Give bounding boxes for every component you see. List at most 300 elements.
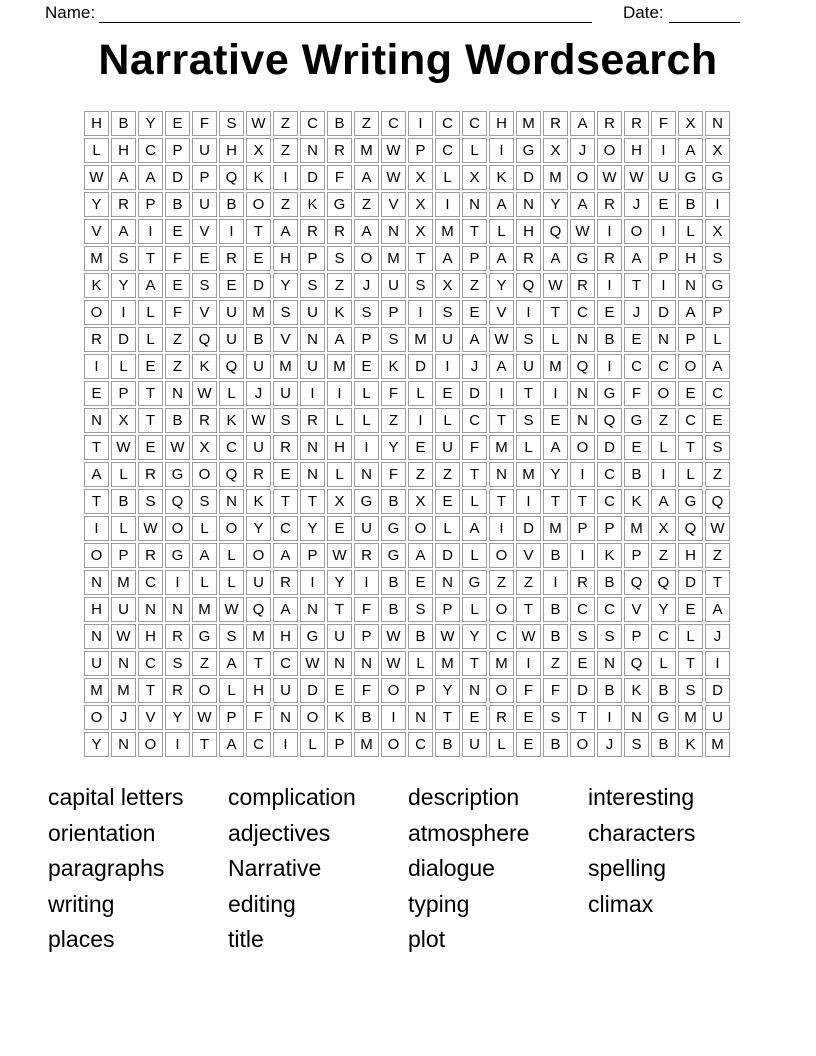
grid-cell: W <box>192 705 217 730</box>
grid-cell: V <box>516 543 541 568</box>
grid-cell: E <box>678 381 703 406</box>
grid-cell: A <box>408 543 433 568</box>
grid-cell: T <box>516 597 541 622</box>
grid-cell: B <box>246 327 271 352</box>
grid-cell: D <box>678 570 703 595</box>
grid-cell: H <box>84 597 109 622</box>
grid-cell: S <box>138 489 163 514</box>
grid-cell: I <box>138 219 163 244</box>
grid-cell: S <box>570 624 595 649</box>
grid-cell: M <box>516 462 541 487</box>
grid-cell: E <box>219 273 244 298</box>
grid-cell: I <box>489 516 514 541</box>
grid-cell: W <box>435 624 460 649</box>
grid-cell: L <box>111 462 136 487</box>
grid-cell: A <box>354 219 379 244</box>
grid-cell: L <box>489 732 514 757</box>
grid-cell: S <box>300 273 325 298</box>
grid-cell: W <box>111 435 136 460</box>
grid-cell: Y <box>84 732 109 757</box>
grid-cell: Y <box>462 624 487 649</box>
grid-cell: Y <box>111 273 136 298</box>
grid-cell: U <box>354 516 379 541</box>
grid-cell: N <box>516 192 541 217</box>
grid-cell: B <box>111 111 136 136</box>
grid-cell: Z <box>489 570 514 595</box>
word-bank-column <box>48 780 228 958</box>
grid-cell: I <box>597 705 622 730</box>
grid-cell: H <box>516 219 541 244</box>
word-bank-item: dialogue <box>408 855 495 882</box>
grid-cell: X <box>651 516 676 541</box>
grid-cell: S <box>408 273 433 298</box>
grid-cell: T <box>543 300 568 325</box>
grid-cell: T <box>570 489 595 514</box>
grid-cell: X <box>543 138 568 163</box>
grid-cell: N <box>300 462 325 487</box>
grid-cell: M <box>543 165 568 190</box>
grid-cell: D <box>516 165 541 190</box>
grid-cell: I <box>543 570 568 595</box>
grid-cell: A <box>651 489 676 514</box>
grid-cell: S <box>219 111 244 136</box>
grid-cell: N <box>84 408 109 433</box>
grid-cell: V <box>489 300 514 325</box>
grid-cell: K <box>246 165 271 190</box>
grid-cell: A <box>462 327 487 352</box>
grid-cell: E <box>354 354 379 379</box>
grid-cell: A <box>678 138 703 163</box>
grid-cell: A <box>84 462 109 487</box>
grid-cell: I <box>165 570 190 595</box>
grid-cell: B <box>543 732 568 757</box>
grid-cell: L <box>705 327 730 352</box>
grid-cell: Z <box>651 543 676 568</box>
grid-cell: O <box>84 705 109 730</box>
grid-cell: L <box>462 489 487 514</box>
grid-cell: X <box>705 138 730 163</box>
grid-cell: B <box>381 570 406 595</box>
word-bank-item: places <box>48 926 115 953</box>
grid-cell: E <box>327 678 352 703</box>
grid-cell: E <box>516 732 541 757</box>
grid-cell: K <box>489 165 514 190</box>
grid-cell: K <box>300 192 325 217</box>
grid-cell: W <box>111 624 136 649</box>
grid-cell: Y <box>246 516 271 541</box>
grid-cell: D <box>597 435 622 460</box>
grid-cell: Q <box>165 489 190 514</box>
grid-cell: J <box>597 732 622 757</box>
grid-cell: M <box>354 732 379 757</box>
grid-cell: O <box>354 246 379 271</box>
grid-cell: A <box>489 192 514 217</box>
grid-cell: G <box>462 570 487 595</box>
grid-cell: I <box>570 543 595 568</box>
grid-cell: J <box>462 354 487 379</box>
grid-cell: W <box>84 165 109 190</box>
grid-cell: I <box>219 219 244 244</box>
grid-cell: C <box>462 408 487 433</box>
grid-cell: P <box>354 327 379 352</box>
grid-cell: D <box>705 678 730 703</box>
grid-cell: O <box>381 678 406 703</box>
grid-cell: H <box>111 138 136 163</box>
grid-cell: E <box>192 246 217 271</box>
grid-cell: Q <box>705 489 730 514</box>
grid-cell: R <box>273 435 298 460</box>
grid-cell: B <box>435 732 460 757</box>
grid-cell: K <box>624 678 649 703</box>
grid-cell: T <box>543 489 568 514</box>
grid-cell: I <box>651 138 676 163</box>
grid-cell: X <box>678 111 703 136</box>
grid-cell: W <box>516 624 541 649</box>
grid-cell: C <box>138 570 163 595</box>
grid-cell: J <box>246 381 271 406</box>
grid-cell: Y <box>300 516 325 541</box>
grid-cell: A <box>111 219 136 244</box>
grid-cell: C <box>246 732 271 757</box>
grid-cell: L <box>354 381 379 406</box>
grid-cell: I <box>300 381 325 406</box>
grid-cell: I <box>489 138 514 163</box>
grid-cell: T <box>678 651 703 676</box>
grid-cell: R <box>354 543 379 568</box>
grid-cell: X <box>192 435 217 460</box>
grid-cell: G <box>705 273 730 298</box>
grid-cell: I <box>489 381 514 406</box>
grid-cell: B <box>381 489 406 514</box>
grid-cell: N <box>705 111 730 136</box>
grid-cell: G <box>381 516 406 541</box>
grid-cell: M <box>678 705 703 730</box>
grid-cell: Q <box>678 516 703 541</box>
grid-cell: K <box>219 408 244 433</box>
grid-cell: G <box>678 489 703 514</box>
grid-cell: G <box>165 543 190 568</box>
grid-cell: S <box>516 408 541 433</box>
grid-cell: N <box>381 219 406 244</box>
grid-cell: C <box>624 354 649 379</box>
grid-cell: T <box>462 219 487 244</box>
grid-cell: M <box>246 624 271 649</box>
grid-cell: T <box>138 408 163 433</box>
grid-cell: A <box>624 246 649 271</box>
grid-cell: M <box>111 678 136 703</box>
grid-cell: W <box>381 651 406 676</box>
grid-cell: O <box>138 732 163 757</box>
grid-cell: N <box>165 381 190 406</box>
grid-cell: R <box>570 273 595 298</box>
grid-cell: L <box>435 408 460 433</box>
grid-cell: U <box>111 597 136 622</box>
grid-cell: C <box>597 489 622 514</box>
grid-cell: O <box>381 732 406 757</box>
grid-cell: Q <box>246 597 271 622</box>
grid-cell: V <box>624 597 649 622</box>
grid-cell: A <box>354 165 379 190</box>
grid-cell: B <box>219 192 244 217</box>
grid-cell: G <box>327 192 352 217</box>
grid-cell: I <box>705 651 730 676</box>
grid-cell: Q <box>219 165 244 190</box>
grid-cell: C <box>651 624 676 649</box>
grid-cell: N <box>462 678 487 703</box>
grid-cell: C <box>678 408 703 433</box>
grid-cell: E <box>408 435 433 460</box>
grid-cell: J <box>705 624 730 649</box>
grid-cell: V <box>192 300 217 325</box>
grid-cell: U <box>651 165 676 190</box>
grid-cell: S <box>678 678 703 703</box>
grid-cell: T <box>408 246 433 271</box>
grid-cell: Y <box>543 462 568 487</box>
grid-cell: O <box>192 678 217 703</box>
grid-cell: O <box>624 219 649 244</box>
grid-cell: S <box>381 327 406 352</box>
grid-cell: W <box>246 111 271 136</box>
grid-cell: N <box>84 624 109 649</box>
grid-cell: W <box>219 597 244 622</box>
grid-cell: I <box>705 192 730 217</box>
grid-cell: H <box>84 111 109 136</box>
grid-cell: R <box>516 246 541 271</box>
grid-cell: F <box>543 678 568 703</box>
grid-cell: C <box>435 111 460 136</box>
grid-cell: M <box>408 327 433 352</box>
grid-cell: T <box>300 489 325 514</box>
grid-cell: N <box>408 705 433 730</box>
grid-cell: A <box>138 273 163 298</box>
grid-cell: I <box>165 732 190 757</box>
grid-cell: S <box>192 273 217 298</box>
grid-cell: C <box>705 381 730 406</box>
grid-cell: D <box>408 354 433 379</box>
grid-cell: R <box>489 705 514 730</box>
grid-cell: M <box>624 516 649 541</box>
word-bank-item: title <box>228 926 264 953</box>
grid-cell: P <box>408 138 433 163</box>
grid-cell: J <box>111 705 136 730</box>
grid-cell: P <box>651 246 676 271</box>
grid-cell: D <box>300 678 325 703</box>
grid-cell: L <box>651 435 676 460</box>
grid-cell: E <box>651 192 676 217</box>
grid-cell: I <box>570 462 595 487</box>
grid-cell: S <box>624 732 649 757</box>
grid-cell: E <box>678 597 703 622</box>
grid-cell: R <box>327 219 352 244</box>
grid-cell: F <box>381 462 406 487</box>
grid-cell: L <box>300 732 325 757</box>
grid-cell: L <box>192 516 217 541</box>
grid-cell: P <box>192 165 217 190</box>
grid-cell: C <box>489 624 514 649</box>
grid-cell: Y <box>165 705 190 730</box>
grid-cell: A <box>543 435 568 460</box>
grid-cell: H <box>138 624 163 649</box>
grid-cell: L <box>111 516 136 541</box>
grid-cell: O <box>246 543 271 568</box>
grid-cell: L <box>219 678 244 703</box>
grid-cell: I <box>84 516 109 541</box>
grid-cell: L <box>462 138 487 163</box>
grid-cell: H <box>489 111 514 136</box>
grid-cell: Z <box>462 273 487 298</box>
grid-cell: M <box>381 246 406 271</box>
grid-cell: S <box>408 597 433 622</box>
grid-cell: U <box>192 192 217 217</box>
grid-cell: F <box>516 678 541 703</box>
grid-cell: W <box>570 219 595 244</box>
grid-cell: A <box>273 219 298 244</box>
grid-cell: L <box>84 138 109 163</box>
grid-cell: W <box>327 543 352 568</box>
grid-cell: T <box>489 489 514 514</box>
grid-cell: X <box>408 489 433 514</box>
grid-cell: N <box>138 597 163 622</box>
word-bank-item: description <box>408 784 520 810</box>
grid-cell: H <box>219 138 244 163</box>
grid-cell: B <box>165 408 190 433</box>
grid-cell: W <box>246 408 271 433</box>
grid-cell: O <box>246 192 271 217</box>
grid-cell: A <box>192 543 217 568</box>
grid-cell: X <box>408 165 433 190</box>
grid-cell: L <box>678 624 703 649</box>
grid-cell: N <box>489 462 514 487</box>
grid-cell: U <box>300 354 325 379</box>
grid-cell: Y <box>543 192 568 217</box>
grid-cell: O <box>489 543 514 568</box>
grid-cell: S <box>705 435 730 460</box>
grid-cell: D <box>165 165 190 190</box>
grid-cell: O <box>570 732 595 757</box>
grid-cell: D <box>111 327 136 352</box>
grid-cell: G <box>300 624 325 649</box>
grid-cell: L <box>408 381 433 406</box>
grid-cell: N <box>327 651 352 676</box>
grid-cell: U <box>435 435 460 460</box>
grid-cell: C <box>381 111 406 136</box>
grid-cell: B <box>381 597 406 622</box>
grid-cell: Z <box>192 651 217 676</box>
grid-cell: R <box>624 111 649 136</box>
grid-cell: Z <box>354 111 379 136</box>
grid-cell: E <box>165 273 190 298</box>
grid-cell: Q <box>597 408 622 433</box>
word-bank-item: editing <box>228 890 296 917</box>
grid-cell: X <box>327 489 352 514</box>
word-bank-column <box>588 780 770 958</box>
grid-cell: R <box>165 624 190 649</box>
grid-cell: U <box>462 732 487 757</box>
grid-cell: O <box>489 597 514 622</box>
grid-cell: A <box>462 516 487 541</box>
grid-cell: T <box>678 435 703 460</box>
grid-cell: R <box>165 678 190 703</box>
grid-cell: L <box>516 435 541 460</box>
grid-cell: T <box>84 489 109 514</box>
grid-cell: P <box>435 597 460 622</box>
grid-cell: F <box>327 165 352 190</box>
grid-cell: U <box>516 354 541 379</box>
grid-cell: E <box>435 381 460 406</box>
name-fill-line <box>99 6 592 23</box>
grid-cell: D <box>300 165 325 190</box>
grid-cell: T <box>138 246 163 271</box>
grid-cell: G <box>192 624 217 649</box>
grid-cell: E <box>165 219 190 244</box>
grid-cell: O <box>219 516 244 541</box>
grid-cell: Q <box>219 462 244 487</box>
grid-cell: T <box>624 273 649 298</box>
grid-cell: F <box>246 705 271 730</box>
grid-cell: Q <box>219 354 244 379</box>
grid-cell: Q <box>624 570 649 595</box>
grid-cell: E <box>516 705 541 730</box>
word-bank-item: Narrative <box>228 855 322 882</box>
grid-cell: Z <box>435 462 460 487</box>
grid-cell: A <box>327 327 352 352</box>
grid-cell: I <box>651 273 676 298</box>
word-bank-item: atmosphere <box>408 819 530 846</box>
grid-cell: V <box>138 705 163 730</box>
grid-cell: B <box>597 327 622 352</box>
grid-cell: F <box>192 111 217 136</box>
grid-cell: T <box>435 705 460 730</box>
grid-cell: P <box>354 624 379 649</box>
grid-cell: R <box>570 570 595 595</box>
grid-cell: S <box>192 489 217 514</box>
grid-cell: N <box>300 597 325 622</box>
grid-cell: W <box>381 138 406 163</box>
grid-cell: L <box>111 354 136 379</box>
grid-cell: S <box>273 300 298 325</box>
grid-cell: O <box>489 678 514 703</box>
grid-cell: I <box>273 165 298 190</box>
grid-cell: S <box>435 300 460 325</box>
grid-cell: S <box>516 327 541 352</box>
grid-cell: K <box>327 705 352 730</box>
grid-cell: K <box>381 354 406 379</box>
grid-cell: N <box>165 597 190 622</box>
grid-cell: N <box>354 462 379 487</box>
grid-cell: T <box>462 651 487 676</box>
grid-cell: Z <box>381 408 406 433</box>
grid-cell: V <box>273 327 298 352</box>
grid-cell: J <box>354 273 379 298</box>
grid-cell: O <box>408 516 433 541</box>
grid-cell: T <box>273 489 298 514</box>
grid-cell: M <box>84 246 109 271</box>
grid-cell: U <box>84 651 109 676</box>
grid-cell: S <box>597 624 622 649</box>
grid-cell: I <box>435 192 460 217</box>
grid-cell: V <box>84 219 109 244</box>
grid-cell: O <box>84 543 109 568</box>
grid-cell: B <box>543 624 568 649</box>
grid-cell: G <box>651 705 676 730</box>
grid-cell: L <box>435 516 460 541</box>
grid-cell: M <box>354 138 379 163</box>
grid-cell: Z <box>165 327 190 352</box>
grid-cell: T <box>246 651 271 676</box>
grid-cell: C <box>435 138 460 163</box>
grid-cell: M <box>489 435 514 460</box>
grid-cell: I <box>651 462 676 487</box>
